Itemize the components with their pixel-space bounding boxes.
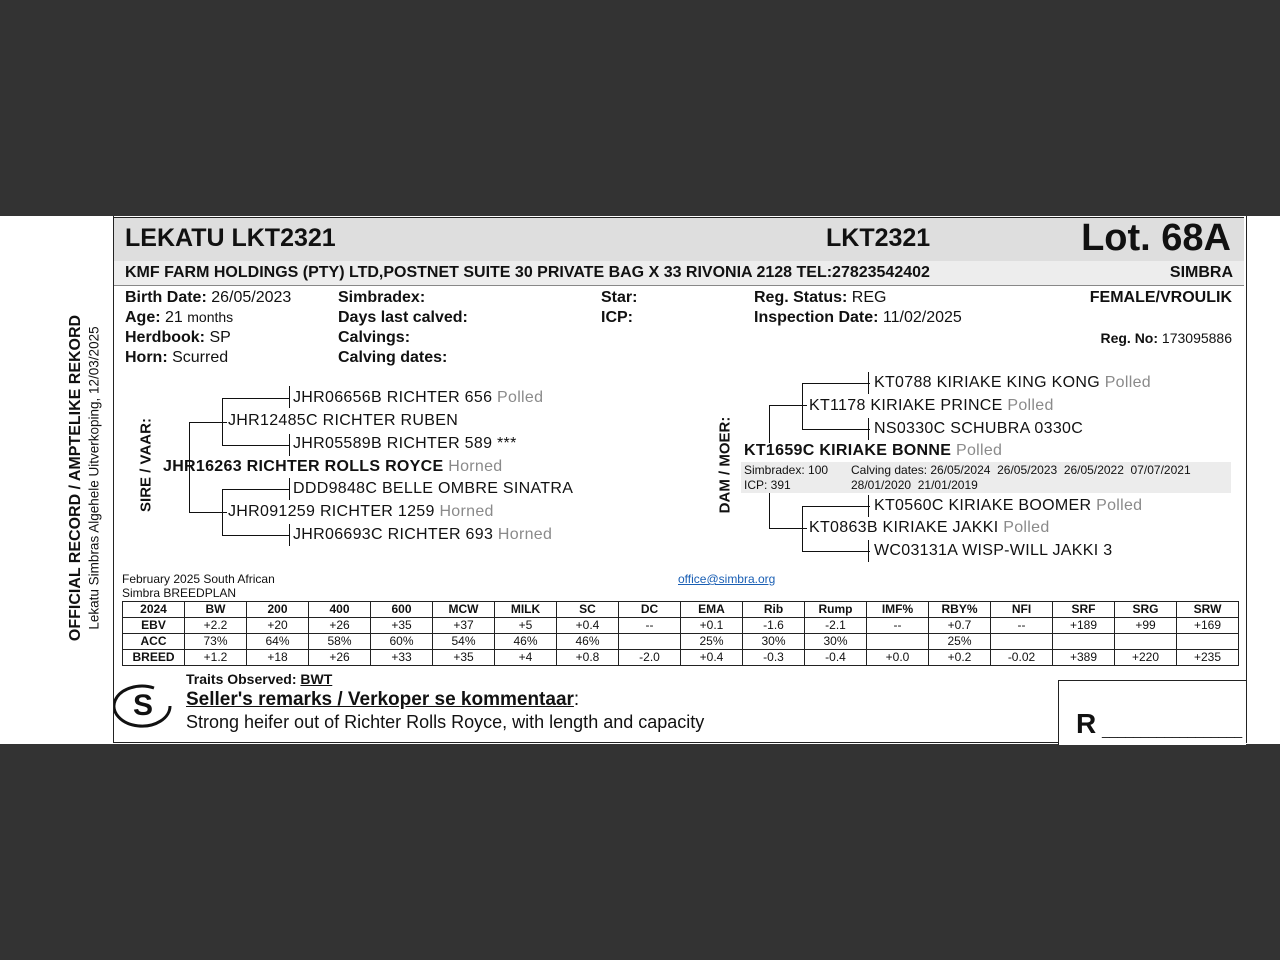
ebv-cell <box>867 634 929 650</box>
ebv-cell: 54% <box>433 634 495 650</box>
traits-observed: Traits Observed: BWT <box>186 671 333 687</box>
ebv-header-cell: RBY% <box>929 602 991 618</box>
ebv-header-cell: MILK <box>495 602 557 618</box>
ebv-header-cell: MCW <box>433 602 495 618</box>
ebv-row <box>123 634 1239 650</box>
ebv-cell: +20 <box>247 618 309 634</box>
ebv-cell: 25% <box>681 634 743 650</box>
ebv-header-cell: IMF% <box>867 602 929 618</box>
ebv-header-cell: NFI <box>991 602 1053 618</box>
ebv-cell: 64% <box>247 634 309 650</box>
sire-dam-dam: JHR06693C RICHTER 693 Horned <box>293 526 553 543</box>
ebv-header-row <box>123 602 1239 618</box>
ebv-cell: +35 <box>371 618 433 634</box>
ebv-cell: 73% <box>185 634 247 650</box>
breedplan-line1: February 2025 South African <box>122 572 275 586</box>
dam-dam: KT0863B KIRIAKE JAKKI Polled <box>809 519 1050 536</box>
star-label: Star: <box>601 289 638 306</box>
animal-id: LKT2321 <box>826 224 931 252</box>
sire-tree-line <box>222 445 290 446</box>
ebv-header-cell: SC <box>557 602 619 618</box>
sire-tree-line <box>222 398 290 399</box>
remarks-title: Seller's remarks / Verkoper se kommentaar: <box>186 689 580 710</box>
ebv-cell <box>1177 634 1239 650</box>
days-calved-label: Days last calved: <box>338 309 468 326</box>
sire-dam: JHR091259 RICHTER 1259 Horned <box>228 503 494 520</box>
dam-calving-dates: Calving dates: 26/05/2024 26/05/2023 26/05/2022 07/07/2021 <box>851 463 1191 477</box>
sire-tree-line <box>289 386 290 408</box>
ebv-cell: +0.7 <box>929 618 991 634</box>
dam-tree-line <box>802 551 870 552</box>
ebv-cell: -0.02 <box>991 650 1053 666</box>
ebv-row-label: ACC <box>123 634 185 650</box>
simbra-logo-icon <box>114 680 176 730</box>
ebv-cell: +0.2 <box>929 650 991 666</box>
sire-tree-line <box>289 434 290 456</box>
ebv-header-cell: SRW <box>1177 602 1239 618</box>
ebv-cell: -0.4 <box>805 650 867 666</box>
ebv-row-label: BREED <box>123 650 185 666</box>
dam-tree-line <box>769 405 770 443</box>
ebv-cell: +35 <box>433 650 495 666</box>
email-link[interactable]: office@simbra.org <box>678 572 776 586</box>
sire-label: SIRE / VAAR: <box>137 418 155 512</box>
ebv-header-cell: Rump <box>805 602 867 618</box>
owner-address: KMF FARM HOLDINGS (PTY) LTD,POSTNET SUITE 30 PRIVATE BAG X 33 RIVONIA 2128 TEL:27823542402 <box>125 264 930 281</box>
birth-date: Birth Date: 26/05/2023 <box>125 289 292 306</box>
ebv-header-cell: SRF <box>1053 602 1115 618</box>
ebv-header-cell: 400 <box>309 602 371 618</box>
dam-tree-line <box>868 418 869 440</box>
ebv-cell <box>1053 634 1115 650</box>
animal-name: LEKATU LKT2321 <box>125 224 336 252</box>
sire-tree-line <box>222 398 223 446</box>
ebv-cell: +235 <box>1177 650 1239 666</box>
official-record-title: OFFICIAL RECORD / AMPTELIKE REKORD <box>67 314 84 642</box>
ebv-cell: 60% <box>371 634 433 650</box>
ebv-row <box>123 650 1239 666</box>
sire-tree-line <box>222 489 223 536</box>
ebv-cell: +0.8 <box>557 650 619 666</box>
inspection-date: Inspection Date: 11/02/2025 <box>754 309 962 326</box>
ebv-header-cell: 200 <box>247 602 309 618</box>
dam-icp: ICP: 391 <box>744 478 791 492</box>
ebv-cell: +4 <box>495 650 557 666</box>
ebv-row-label: EBV <box>123 618 185 634</box>
ebv-cell: +18 <box>247 650 309 666</box>
ebv-cell: 58% <box>309 634 371 650</box>
ebv-header-cell: Rib <box>743 602 805 618</box>
sire-tree-line <box>289 478 290 500</box>
ebv-cell: +0.0 <box>867 650 929 666</box>
ebv-cell: -2.1 <box>805 618 867 634</box>
breedplan-line2: Simbra BREEDPLAN <box>122 586 237 600</box>
dam-tree-line <box>868 495 869 517</box>
dam-label: DAM / MOER: <box>716 416 734 514</box>
reg-number: Reg. No: 173095886 <box>1100 330 1232 346</box>
sire-tree-line <box>289 524 290 546</box>
simbradex-label: Simbradex: <box>338 289 426 306</box>
ebv-cell: -- <box>867 618 929 634</box>
icp-label: ICP: <box>601 309 633 326</box>
ebv-cell: +220 <box>1115 650 1177 666</box>
ebv-cell: 30% <box>743 634 805 650</box>
dam-dam-dam: WC03131A WISP-WILL JAKKI 3 <box>874 542 1113 559</box>
ebv-cell: -1.6 <box>743 618 805 634</box>
ebv-header-cell: 2024 <box>123 602 185 618</box>
dam-tree-line <box>769 493 770 528</box>
remarks-text: Strong heifer out of Richter Rolls Royce, with length and capacity <box>186 712 705 732</box>
ebv-cell: -- <box>619 618 681 634</box>
ebv-header-cell: SRG <box>1115 602 1177 618</box>
dam-tree-line <box>802 429 870 430</box>
ebv-row <box>123 618 1239 634</box>
dam-tree-line <box>802 383 870 384</box>
herdbook: Herdbook: SP <box>125 329 231 346</box>
lot-number: Lot. 68A <box>1081 217 1231 259</box>
ebv-cell: -- <box>991 618 1053 634</box>
dam-tree-line <box>868 372 869 394</box>
ebv-cell <box>1115 634 1177 650</box>
ebv-cell: +189 <box>1053 618 1115 634</box>
dam-tree-line <box>802 506 870 507</box>
ebv-table <box>122 601 1239 666</box>
sire-tree-line <box>222 489 290 490</box>
ebv-header-cell: 600 <box>371 602 433 618</box>
dam-tree-line <box>802 383 803 429</box>
ebv-cell: +37 <box>433 618 495 634</box>
ebv-cell: -2.0 <box>619 650 681 666</box>
ebv-cell: +0.4 <box>681 650 743 666</box>
ebv-cell: +0.4 <box>557 618 619 634</box>
price-currency: R <box>1076 708 1097 739</box>
sire-name: JHR16263 RICHTER ROLLS ROYCE Horned <box>163 458 503 475</box>
ebv-cell: +0.1 <box>681 618 743 634</box>
ebv-cell: +33 <box>371 650 433 666</box>
dam-name: KT1659C KIRIAKE BONNE Polled <box>744 442 1003 459</box>
sire-sire: JHR12485C RICHTER RUBEN <box>228 412 459 429</box>
dam-calving-dates-2: 28/01/2020 21/01/2019 <box>851 478 978 492</box>
ebv-cell: +1.2 <box>185 650 247 666</box>
ebv-cell: +26 <box>309 650 371 666</box>
ebv-cell: +389 <box>1053 650 1115 666</box>
ebv-cell: 46% <box>557 634 619 650</box>
ebv-cell: -0.3 <box>743 650 805 666</box>
sire-sire-sire: JHR06656B RICHTER 656 Polled <box>293 389 544 406</box>
dam-sire-sire: KT0788 KIRIAKE KING KONG Polled <box>874 374 1151 391</box>
sire-dam-sire: DDD9848C BELLE OMBRE SINATRA <box>293 480 574 497</box>
dam-simbradex: Simbradex: 100 <box>744 463 829 477</box>
dam-tree-line <box>802 506 803 552</box>
breed-name: SIMBRA <box>1169 264 1233 281</box>
ebv-cell: +2.2 <box>185 618 247 634</box>
sex: FEMALE/VROULIK <box>1089 289 1232 306</box>
logo-letter: S <box>133 689 154 722</box>
ebv-cell: 46% <box>495 634 557 650</box>
ebv-cell: +26 <box>309 618 371 634</box>
dam-sire: KT1178 KIRIAKE PRINCE Polled <box>809 397 1054 414</box>
ebv-cell: 30% <box>805 634 867 650</box>
ebv-cell <box>619 634 681 650</box>
sire-sire-dam: JHR05589B RICHTER 589 *** <box>293 435 517 452</box>
reg-status: Reg. Status: REG <box>754 289 887 306</box>
calvings-label: Calvings: <box>338 329 411 346</box>
ebv-cell: +169 <box>1177 618 1239 634</box>
ebv-cell: +5 <box>495 618 557 634</box>
ebv-cell: 25% <box>929 634 991 650</box>
sale-subtitle: Lekatu Simbras Algehele Uitverkoping, 12/03/2025 <box>86 326 102 630</box>
dam-sire-dam: NS0330C SCHUBRA 0330C <box>874 420 1084 437</box>
sire-tree-line <box>222 535 290 536</box>
ebv-cell <box>991 634 1053 650</box>
ebv-header-cell: EMA <box>681 602 743 618</box>
ebv-cell: +99 <box>1115 618 1177 634</box>
horn-status: Horn: Scurred <box>125 349 229 366</box>
price-blank: __________________ <box>1102 722 1243 738</box>
ebv-header-cell: DC <box>619 602 681 618</box>
calving-dates-label: Calving dates: <box>338 349 448 366</box>
ebv-header-cell: BW <box>185 602 247 618</box>
age: Age: 21 months <box>125 309 234 326</box>
dam-dam-sire: KT0560C KIRIAKE BOOMER Polled <box>874 497 1143 514</box>
dam-tree-line <box>868 540 869 562</box>
